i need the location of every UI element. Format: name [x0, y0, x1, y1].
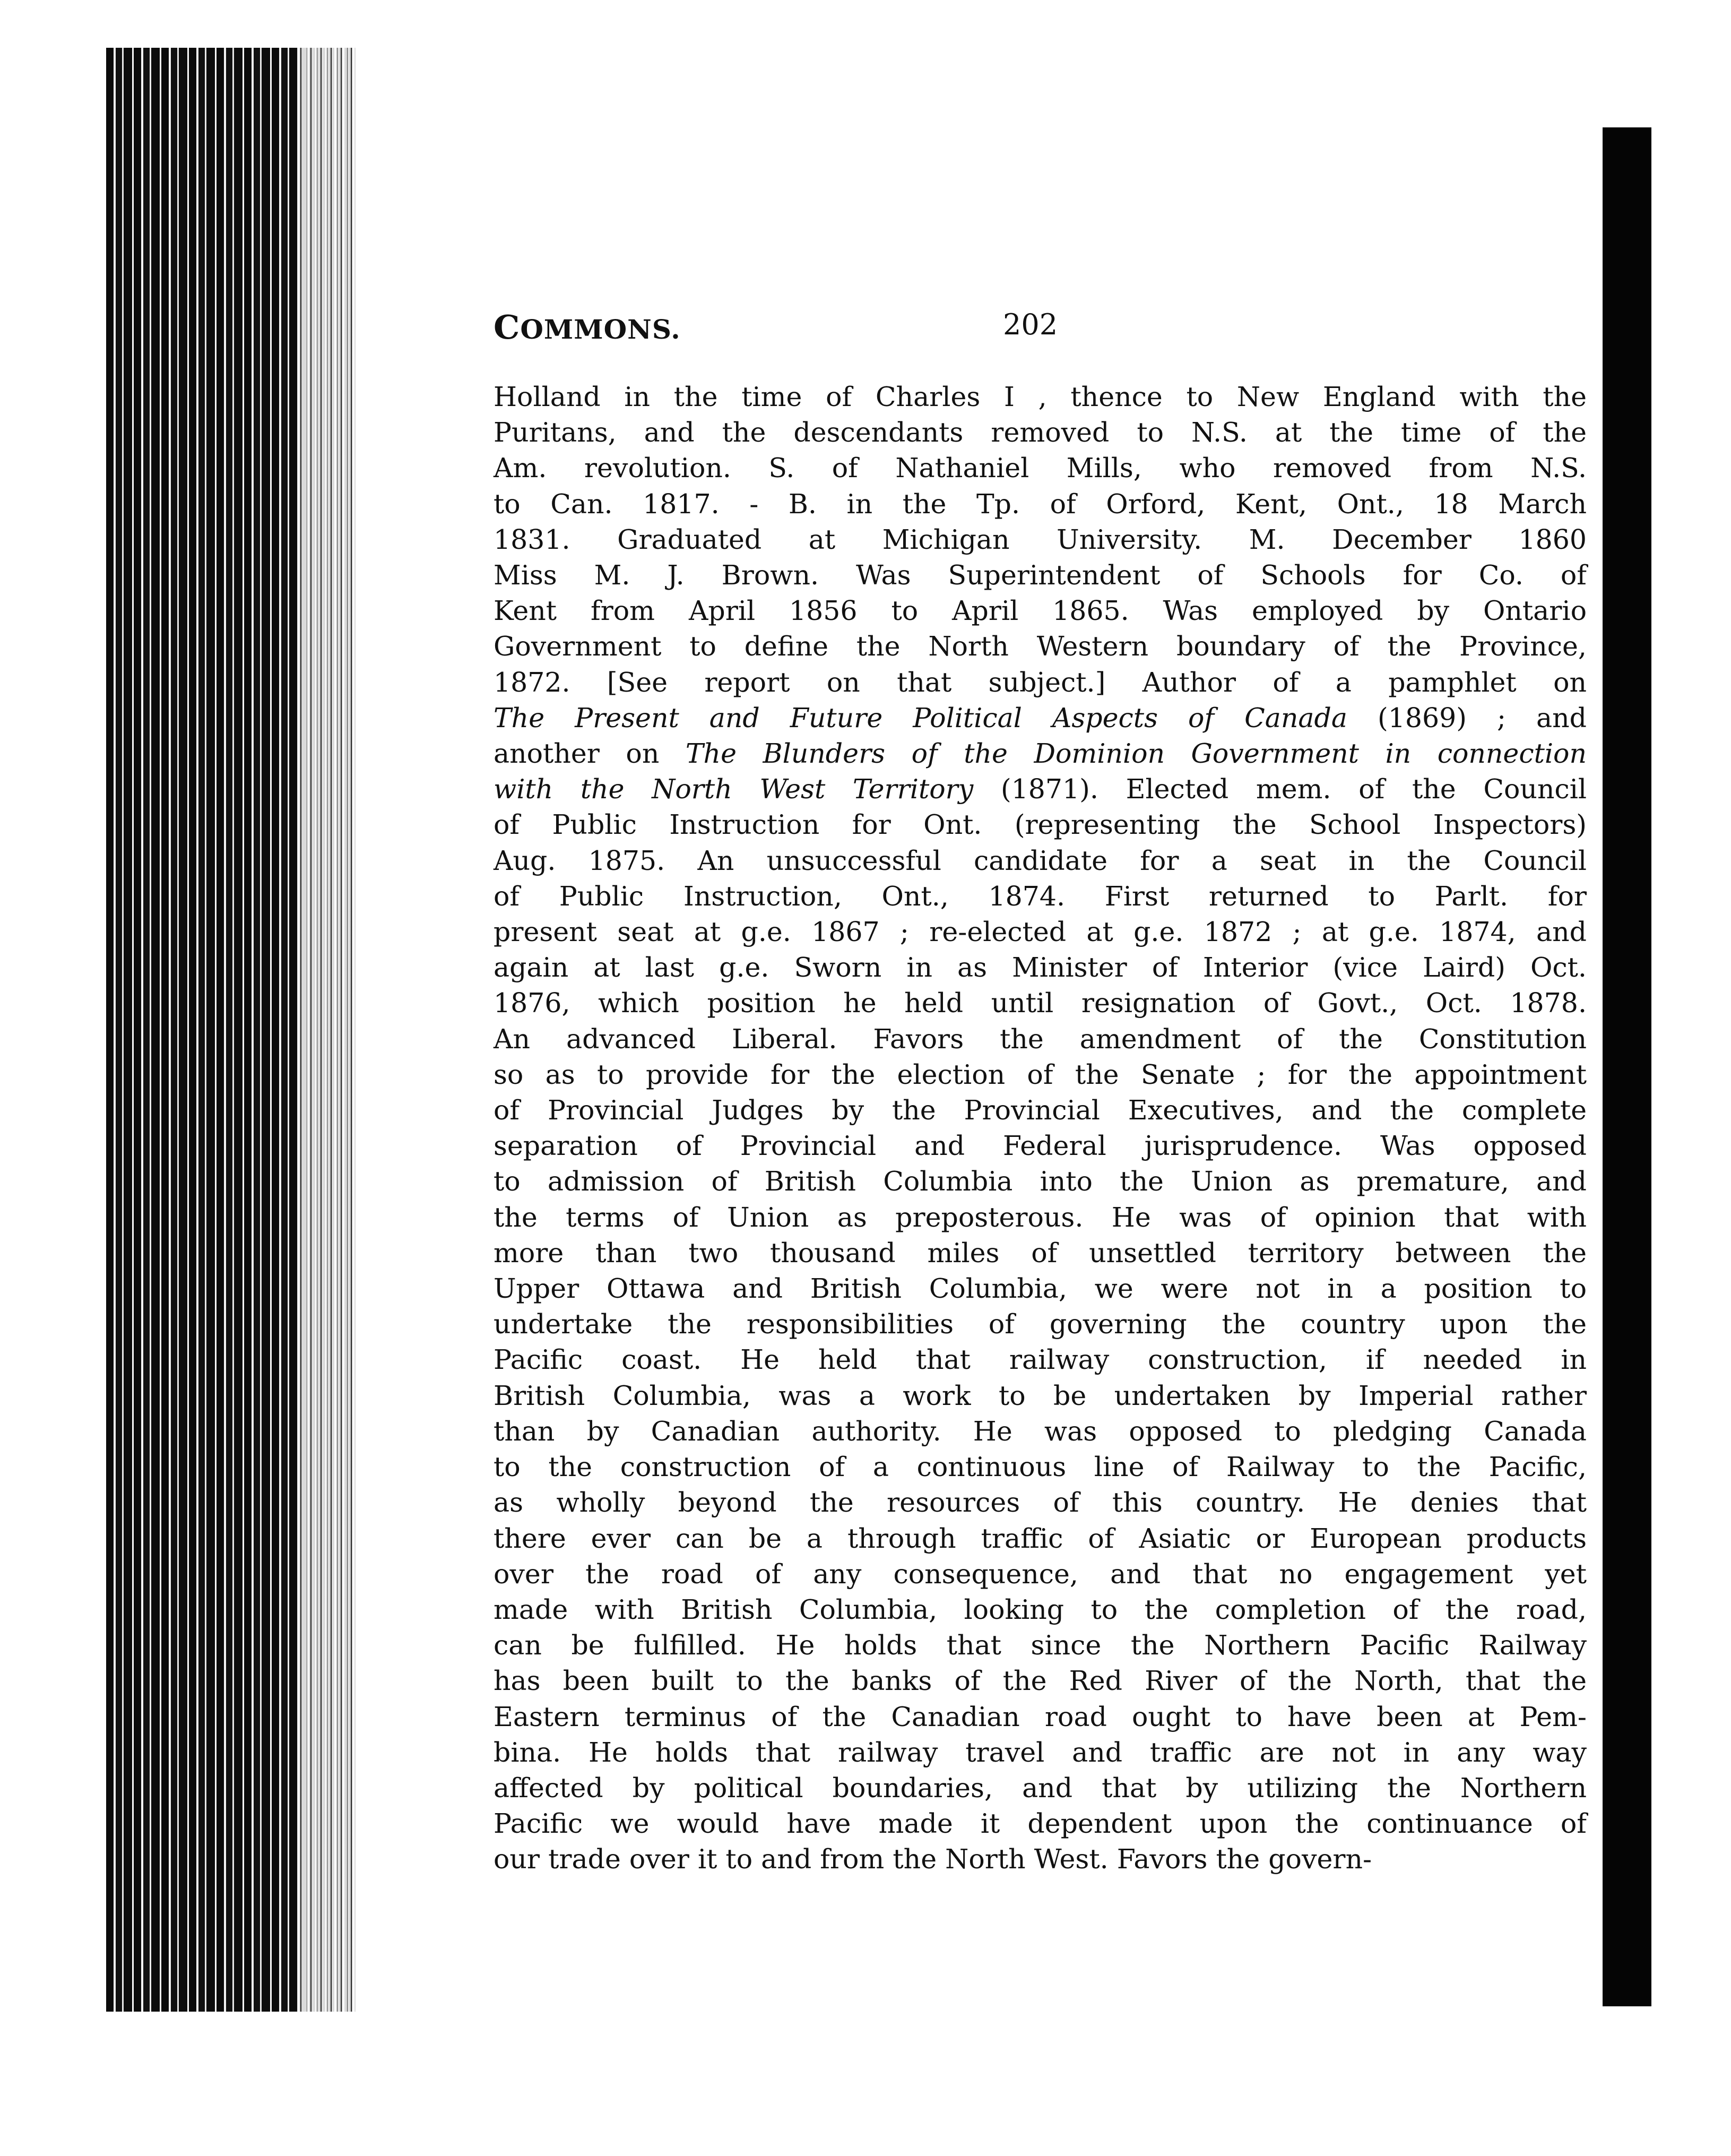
text-line	[494, 1521, 1587, 1556]
line-text: Pacific we would have made it dependent upon the continuance of	[494, 1808, 1587, 1840]
line-text: than by Canadian authority. He was opposed to pledging Canada	[494, 1415, 1587, 1447]
italic-title: The Blunders of the Dominion Government in connection	[685, 738, 1587, 770]
line-text: An advanced Liberal. Favors the amendment of the Constitution	[494, 1023, 1587, 1055]
line-text: has been built to the banks of the Red River of the North, that the	[494, 1665, 1587, 1697]
line-text: Eastern terminus of the Canadian road ought to have been at Pem-	[494, 1701, 1587, 1732]
text-line	[494, 1342, 1587, 1377]
line-text: 1872. [See report on that subject.] Author of a pamphlet on	[494, 666, 1587, 698]
text-line	[494, 1021, 1587, 1057]
text-line	[494, 950, 1587, 985]
line-text: can be fulfilled. He holds that since the Northern Pacific Railway	[494, 1629, 1587, 1661]
running-head	[494, 308, 681, 347]
line-text: Holland in the time of Charles I , thence to New England with the	[494, 381, 1587, 412]
line-text: the terms of Union as preposterous. He was of opinion that with	[494, 1201, 1587, 1233]
text-line	[494, 1092, 1587, 1128]
line-text: as wholly beyond the resources of this country. He denies that	[494, 1487, 1587, 1519]
text-line	[494, 557, 1587, 593]
text-line	[494, 1235, 1587, 1271]
text-line	[494, 1770, 1587, 1806]
text-line	[494, 914, 1587, 950]
text-line	[494, 1663, 1587, 1698]
text-line	[494, 1057, 1587, 1092]
line-text: of Public Instruction for Ont. (representing the School Inspectors)	[494, 809, 1587, 841]
text-line	[494, 1378, 1587, 1413]
text-line	[494, 1699, 1587, 1735]
page-header	[494, 308, 1587, 356]
text-line	[494, 1735, 1587, 1770]
text-line	[494, 1413, 1587, 1449]
line-text: Am. revolution. S. of Nathaniel Mills, who removed from N.S.	[494, 452, 1587, 484]
text-line	[494, 450, 1587, 486]
line-text: British Columbia, was a work to be undertaken by Imperial rather	[494, 1379, 1587, 1411]
text-line	[494, 415, 1587, 450]
line-text: so as to provide for the election of the Senate ; for the appointment	[494, 1058, 1587, 1090]
text-line	[494, 1449, 1587, 1485]
line-text: of Provincial Judges by the Provincial Executives, and the complete	[494, 1094, 1587, 1126]
line-text: 1831. Graduated at Michigan University. M. December 1860	[494, 523, 1587, 555]
line-text: Puritans, and the descendants removed to N.S. at the time of the	[494, 417, 1587, 449]
line-text: 1876, which position he held until resignation of Govt., Oct. 1878.	[494, 987, 1587, 1019]
line-text: undertake the responsibilities of governing the country upon the	[494, 1308, 1587, 1340]
text-line	[494, 736, 1587, 771]
text-line	[494, 1841, 1587, 1877]
text-line	[494, 1627, 1587, 1663]
line-text: made with British Columbia, looking to the completion of the road,	[494, 1593, 1587, 1625]
italic-title: The Present and Future Political Aspects of Canada	[494, 702, 1347, 734]
text-line	[494, 771, 1587, 807]
text-line	[494, 1128, 1587, 1163]
text-line	[494, 379, 1587, 415]
text-line	[494, 700, 1587, 736]
line-text: (1869) ; and	[1347, 702, 1587, 734]
scanned-page-edge-right	[1603, 127, 1651, 2006]
text-line	[494, 878, 1587, 914]
text-line	[494, 1485, 1587, 1520]
scanned-page-edge-fade	[297, 48, 356, 2012]
scanned-page-edge-left	[106, 48, 356, 2012]
line-text: there ever can be a through traffic of Asiatic or European products	[494, 1522, 1587, 1554]
line-text: another on	[494, 738, 686, 770]
text-line	[494, 1556, 1587, 1592]
line-text: more than two thousand miles of unsettled territory between the	[494, 1237, 1587, 1269]
text-line	[494, 843, 1587, 878]
line-text: Kent from April 1856 to April 1865. Was employed by Ontario	[494, 595, 1587, 627]
text-line	[494, 807, 1587, 842]
text-line	[494, 1806, 1587, 1841]
line-text: Government to define the North Western boundary of the Province,	[494, 631, 1587, 662]
text-line	[494, 1200, 1587, 1235]
body-text	[494, 379, 1587, 1877]
text-line	[494, 628, 1587, 664]
page-number: 202	[1003, 308, 1058, 341]
line-text: Upper Ottawa and British Columbia, we were not in a position to	[494, 1273, 1587, 1305]
running-head-initial: C	[494, 308, 521, 347]
line-text: (1871). Elected mem. of the Council	[973, 773, 1587, 805]
line-text: our trade over it to and from the North West. Favors the govern-	[494, 1843, 1372, 1875]
line-text: present seat at g.e. 1867 ; re-elected at g.e. 1872 ; at g.e. 1874, and	[494, 916, 1587, 948]
line-text: affected by political boundaries, and that by utilizing the Northern	[494, 1772, 1587, 1804]
text-line	[494, 1271, 1587, 1306]
line-text: Miss M. J. Brown. Was Superintendent of Schools for Co. of	[494, 559, 1587, 591]
italic-title: with the North West Territory	[494, 773, 974, 805]
line-text: to Can. 1817. - B. in the Tp. of Orford, Kent, Ont., 18 March	[494, 488, 1587, 520]
text-line	[494, 522, 1587, 557]
line-text: again at last g.e. Sworn in as Minister of Interior (vice Laird) Oct.	[494, 952, 1587, 984]
line-text: of Public Instruction, Ont., 1874. First returned to Parlt. for	[494, 880, 1587, 912]
text-line	[494, 1163, 1587, 1199]
line-text: to admission of British Columbia into the Union as premature, and	[494, 1166, 1587, 1197]
text-line	[494, 665, 1587, 700]
text-line	[494, 486, 1587, 522]
text-line	[494, 1592, 1587, 1627]
line-text: separation of Provincial and Federal jurisprudence. Was opposed	[494, 1130, 1587, 1162]
text-line	[494, 1306, 1587, 1342]
book-page	[494, 308, 1587, 1877]
running-head-rest: OMMONS.	[520, 314, 681, 345]
line-text: to the construction of a continuous line of Railway to the Pacific,	[494, 1451, 1587, 1483]
line-text: Pacific coast. He held that railway construction, if needed in	[494, 1344, 1587, 1376]
line-text: bina. He holds that railway travel and traffic are not in any way	[494, 1736, 1587, 1768]
text-line	[494, 593, 1587, 628]
line-text: Aug. 1875. An unsuccessful candidate for a seat in the Council	[494, 844, 1587, 876]
text-line	[494, 985, 1587, 1021]
line-text: over the road of any consequence, and that no engagement yet	[494, 1558, 1587, 1590]
